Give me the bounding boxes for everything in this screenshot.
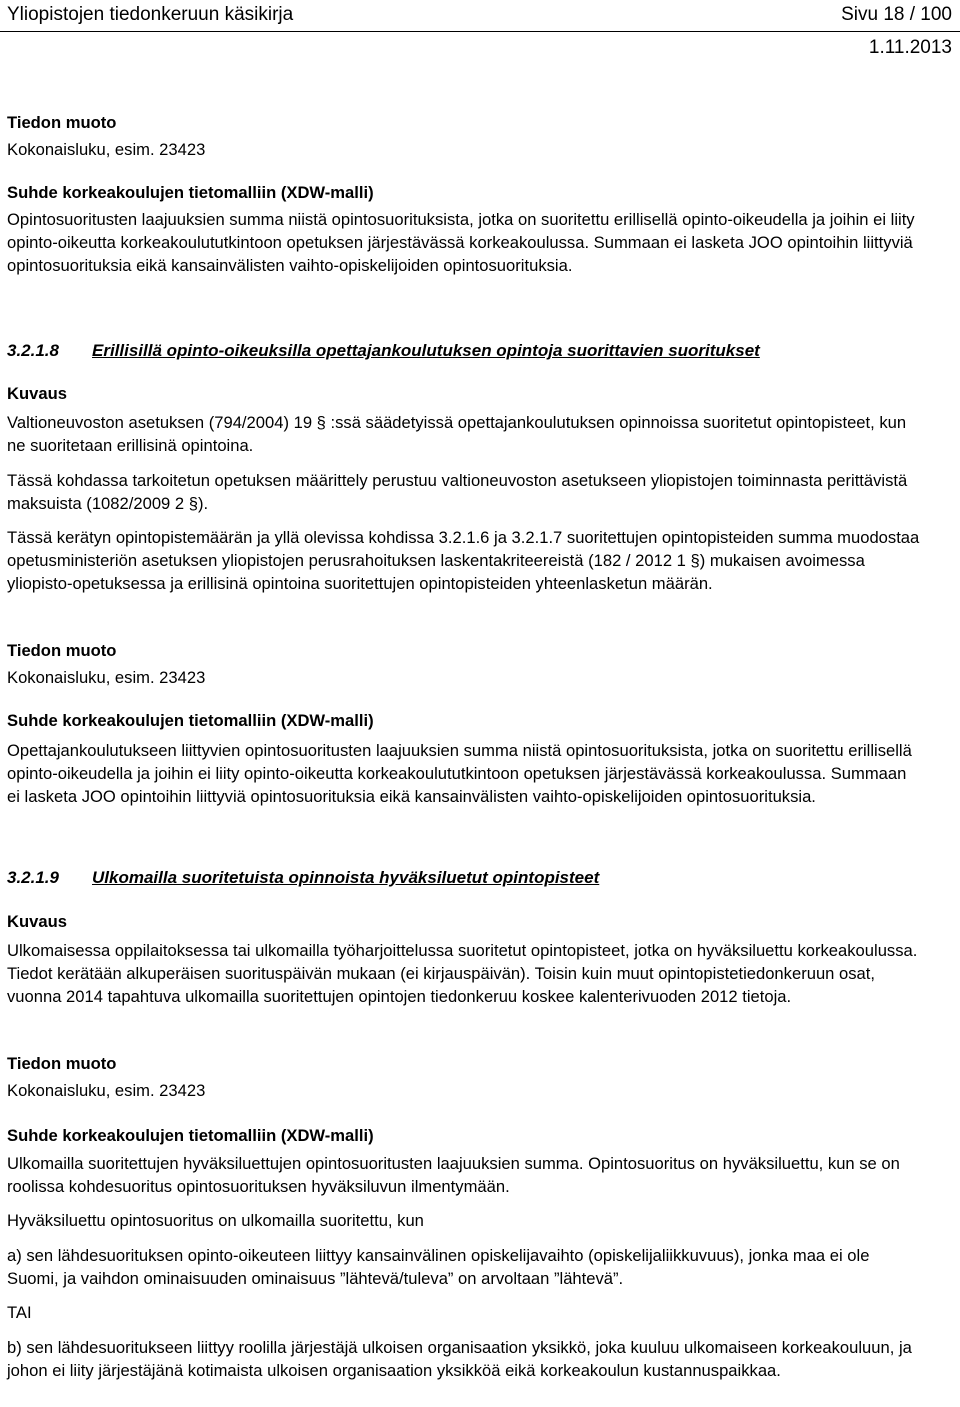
- section-number: 3.2.1.9: [7, 868, 59, 887]
- data-format-value: Kokonaisluku, esim. 23423: [7, 1081, 206, 1100]
- condition-intro: Hyväksiluettu opintosuoritus on ulkomailla suoritettu, kun: [7, 1211, 424, 1230]
- xdw-relation-text: Ulkomailla suoritettujen hyväksiluettujen opintosuoritusten laajuuksien summa. Opintosuoritus on hyväksiluettu, kun se on roolissa kohdesuoritus opintosuorituksen hyväksiluvun ilmentymään.: [7, 1154, 900, 1196]
- or-separator: TAI: [7, 1303, 32, 1322]
- data-format-label: Tiedon muoto: [7, 113, 117, 132]
- description-paragraph: Tässä kerätyn opintopistemäärän ja yllä olevissa kohdissa 3.2.1.6 ja 3.2.1.7 suoritettujen opintopisteiden summa muodostaa opetusministeriön asetuksen yliopistojen perusrahoituksen laskentakriteereistä (182 / 2012 1 §) mukaisen avoimessa yliopisto-opetuksessa ja erillisinä opintoina suoritettujen opintopisteiden yhteenlasketun määrän.: [7, 528, 920, 593]
- xdw-relation-label: Suhde korkeakoulujen tietomalliin (XDW-malli): [7, 183, 374, 202]
- data-format-value: Kokonaisluku, esim. 23423: [7, 668, 206, 687]
- xdw-relation-label: Suhde korkeakoulujen tietomalliin (XDW-malli): [7, 711, 374, 730]
- xdw-relation-label: Suhde korkeakoulujen tietomalliin (XDW-malli): [7, 1126, 374, 1145]
- description-paragraph: Ulkomaisessa oppilaitoksessa tai ulkomailla työharjoittelussa suoritetut opintopisteet, jotka on hyväksiluettu korkeakoulussa. Tiedot kerätään alkuperäisen suorituspäivän mukaan (ei kirjauspäivän). Toisin kuin muut opintopistetiedonkeruun osat, vuonna 2014 tapahtuva ulkomailla suoritettujen opintojen tiedonkeruu koskee kalenterivuoden 2012 tietoja.: [7, 941, 918, 1006]
- section-number: 3.2.1.8: [7, 341, 59, 360]
- condition-a: a) sen lähdesuorituksen opinto-oikeuteen liittyy kansainvälinen opiskelijavaihto (opiskelijaliikkuvuus), jonka maa ei ole Suomi, ja vaihdon ominaisuuden ominaisuus ”lähtevä/tuleva” on arvoltaan ”lähtevä”.: [7, 1246, 870, 1288]
- page-number: Sivu 18 / 100: [841, 4, 952, 25]
- data-format-value: Kokonaisluku, esim. 23423: [7, 140, 206, 159]
- condition-b: b) sen lähdesuoritukseen liittyy roolilla järjestäjä ulkoisen organisaation yksikkö, joka kuuluu ulkomaiseen korkeakouluun, ja johon ei liity järjestäjänä kotimaista ulkoisen organisaation yksikköä eikä korkeakoulun kustannuspaikkaa.: [7, 1338, 912, 1380]
- description-paragraph: Tässä kohdassa tarkoitetun opetuksen määrittely perustuu valtioneuvoston asetukseen yliopistojen toiminnasta perittävistä maksuista (1082/2009 2 §).: [7, 471, 908, 513]
- data-format-label: Tiedon muoto: [7, 641, 117, 660]
- header-divider: [0, 31, 960, 32]
- document-title: Yliopistojen tiedonkeruun käsikirja: [7, 4, 294, 25]
- xdw-relation-text: Opintosuoritusten laajuuksien summa niistä opintosuorituksista, jotka on suoritettu erillisellä opinto-oikeudella ja joihin ei liity opinto-oikeutta korkeakoulututkintoon opetuksen järjestävässä korkeakoulussa. Summaan ei lasketa JOO opintoihin liittyviä opintosuorituksia eikä kansainvälisten vaihto-opiskelijoiden opintosuorituksia.: [7, 210, 915, 275]
- document-date: 1.11.2013: [868, 37, 952, 58]
- section-title: Erillisillä opinto-oikeuksilla opettajankoulutuksen opintoja suorittavien suoritukset: [92, 341, 760, 360]
- xdw-relation-text: Opettajankoulutukseen liittyvien opintosuoritusten laajuuksien summa niistä opintosuorituksista, jotka on suoritettu erillisellä opinto-oikeudella ja joihin ei liity opinto-oikeutta korkeakoulututkintoon opetuksen järjestävässä korkeakoulussa. Summaan ei lasketa JOO opintoihin liittyviä opintosuorituksia eikä kansainvälisten vaihto-opiskelijoiden opintosuorituksia.: [7, 741, 912, 806]
- description-paragraph: Valtioneuvoston asetuksen (794/2004) 19 § :ssä säädetyissä opettajankoulutuksen opinnoissa suoritetut opintopisteet, kun ne suoritetaan erillisinä opintoina.: [7, 413, 907, 455]
- section-heading-3218: [7, 340, 760, 362]
- data-format-label: Tiedon muoto: [7, 1054, 117, 1073]
- description-label: Kuvaus: [7, 384, 67, 403]
- section-title: Ulkomailla suoritetuista opinnoista hyväksiluetut opintopisteet: [92, 868, 600, 887]
- section-heading-3219: [7, 867, 599, 889]
- description-label: Kuvaus: [7, 912, 67, 931]
